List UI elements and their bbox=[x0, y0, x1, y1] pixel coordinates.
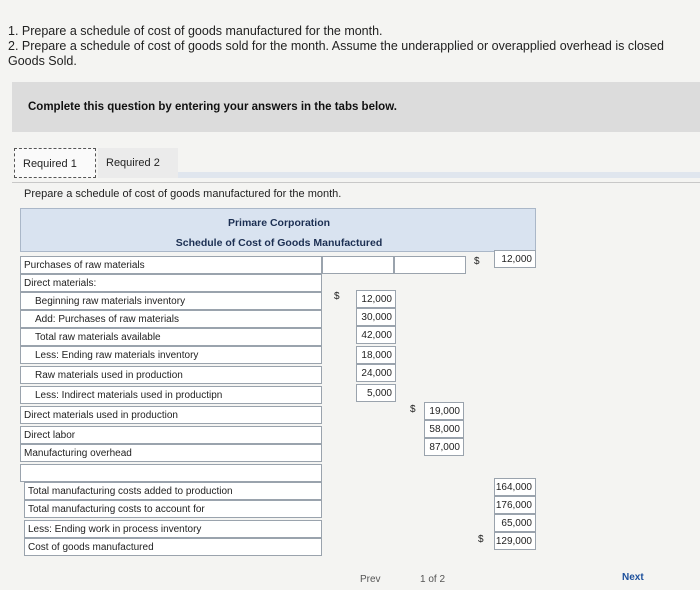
label-total-account[interactable]: Total manufacturing costs to account for bbox=[24, 500, 322, 518]
page-indicator: 1 of 2 bbox=[420, 574, 446, 585]
amount-dm-used[interactable]: 19,000 bbox=[424, 402, 464, 420]
instructions bbox=[8, 24, 664, 69]
tab-required-1[interactable]: Required 1 bbox=[14, 148, 96, 178]
instruction-3: Goods Sold. bbox=[8, 54, 77, 68]
tab-bar bbox=[12, 142, 700, 186]
dollar-cogm: $ bbox=[478, 534, 484, 545]
label-cogm[interactable]: Cost of goods manufactured bbox=[24, 538, 322, 556]
schedule-title: Schedule of Cost of Goods Manufactured bbox=[175, 237, 383, 249]
amount-col1-empty[interactable] bbox=[322, 256, 394, 274]
amount-cogm[interactable]: 129,000 bbox=[494, 532, 536, 550]
label-ending-wip[interactable]: Less: Ending work in process inventory bbox=[24, 520, 322, 538]
amount-ending-wip[interactable]: 65,000 bbox=[494, 514, 536, 532]
amount-total-account[interactable]: 176,000 bbox=[494, 496, 536, 514]
amount-mfg-overhead[interactable]: 87,000 bbox=[424, 438, 464, 456]
label-blank-row[interactable] bbox=[20, 464, 322, 482]
label-direct-materials[interactable]: Direct materials: bbox=[20, 274, 322, 292]
label-mfg-overhead[interactable]: Manufacturing overhead bbox=[20, 444, 322, 462]
company-name: Primare Corporation bbox=[227, 217, 331, 229]
amount-beginning-raw[interactable]: 12,000 bbox=[356, 290, 396, 308]
amount-raw-used[interactable]: 24,000 bbox=[356, 364, 396, 382]
amount-total-raw[interactable]: 42,000 bbox=[356, 326, 396, 344]
label-add-purchases[interactable]: Add: Purchases of raw materials bbox=[20, 310, 322, 328]
amount-indirect[interactable]: 5,000 bbox=[356, 384, 396, 402]
tab-divider bbox=[12, 182, 700, 183]
dollar-beginning-raw: $ bbox=[334, 291, 340, 302]
label-indirect[interactable]: Less: Indirect materials used in productipn bbox=[20, 386, 322, 404]
instruction-2: 2. Prepare a schedule of cost of goods sold for the month. Assume the underapplied or overapplied overhead is closed bbox=[8, 39, 664, 53]
amount-add-purchases[interactable]: 30,000 bbox=[356, 308, 396, 326]
instruction-1: 1. Prepare a schedule of cost of goods manufactured for the month. bbox=[8, 24, 383, 38]
next-button[interactable]: Next bbox=[622, 572, 644, 583]
tab-strip-fill bbox=[178, 172, 700, 178]
label-raw-used[interactable]: Raw materials used in production bbox=[20, 366, 322, 384]
label-total-mfg[interactable]: Total manufacturing costs added to production bbox=[24, 482, 322, 500]
dollar-dm-used: $ bbox=[410, 404, 416, 415]
amount-ending-raw[interactable]: 18,000 bbox=[356, 346, 396, 364]
dollar-purchases: $ bbox=[474, 256, 480, 267]
banner-text: Complete this question by entering your answers in the tabs below. bbox=[28, 101, 397, 113]
tab-required-2[interactable]: Required 2 bbox=[98, 148, 178, 178]
label-beginning-raw[interactable]: Beginning raw materials inventory bbox=[20, 292, 322, 310]
tab-prompt: Prepare a schedule of cost of goods manufactured for the month. bbox=[24, 188, 342, 200]
instruction-banner bbox=[12, 82, 700, 132]
label-dm-used[interactable]: Direct materials used in production bbox=[20, 406, 322, 424]
amount-total-mfg[interactable]: 164,000 bbox=[494, 478, 536, 496]
label-ending-raw[interactable]: Less: Ending raw materials inventory bbox=[20, 346, 322, 364]
prev-button[interactable]: Prev bbox=[360, 574, 381, 585]
label-total-raw[interactable]: Total raw materials available bbox=[20, 328, 322, 346]
amount-direct-labor[interactable]: 58,000 bbox=[424, 420, 464, 438]
amount-col2-empty[interactable] bbox=[394, 256, 466, 274]
label-purchases[interactable]: Purchases of raw materials bbox=[20, 256, 322, 274]
schedule-header bbox=[20, 208, 536, 252]
amount-purchases[interactable]: 12,000 bbox=[494, 250, 536, 268]
label-direct-labor[interactable]: Direct labor bbox=[20, 426, 322, 444]
